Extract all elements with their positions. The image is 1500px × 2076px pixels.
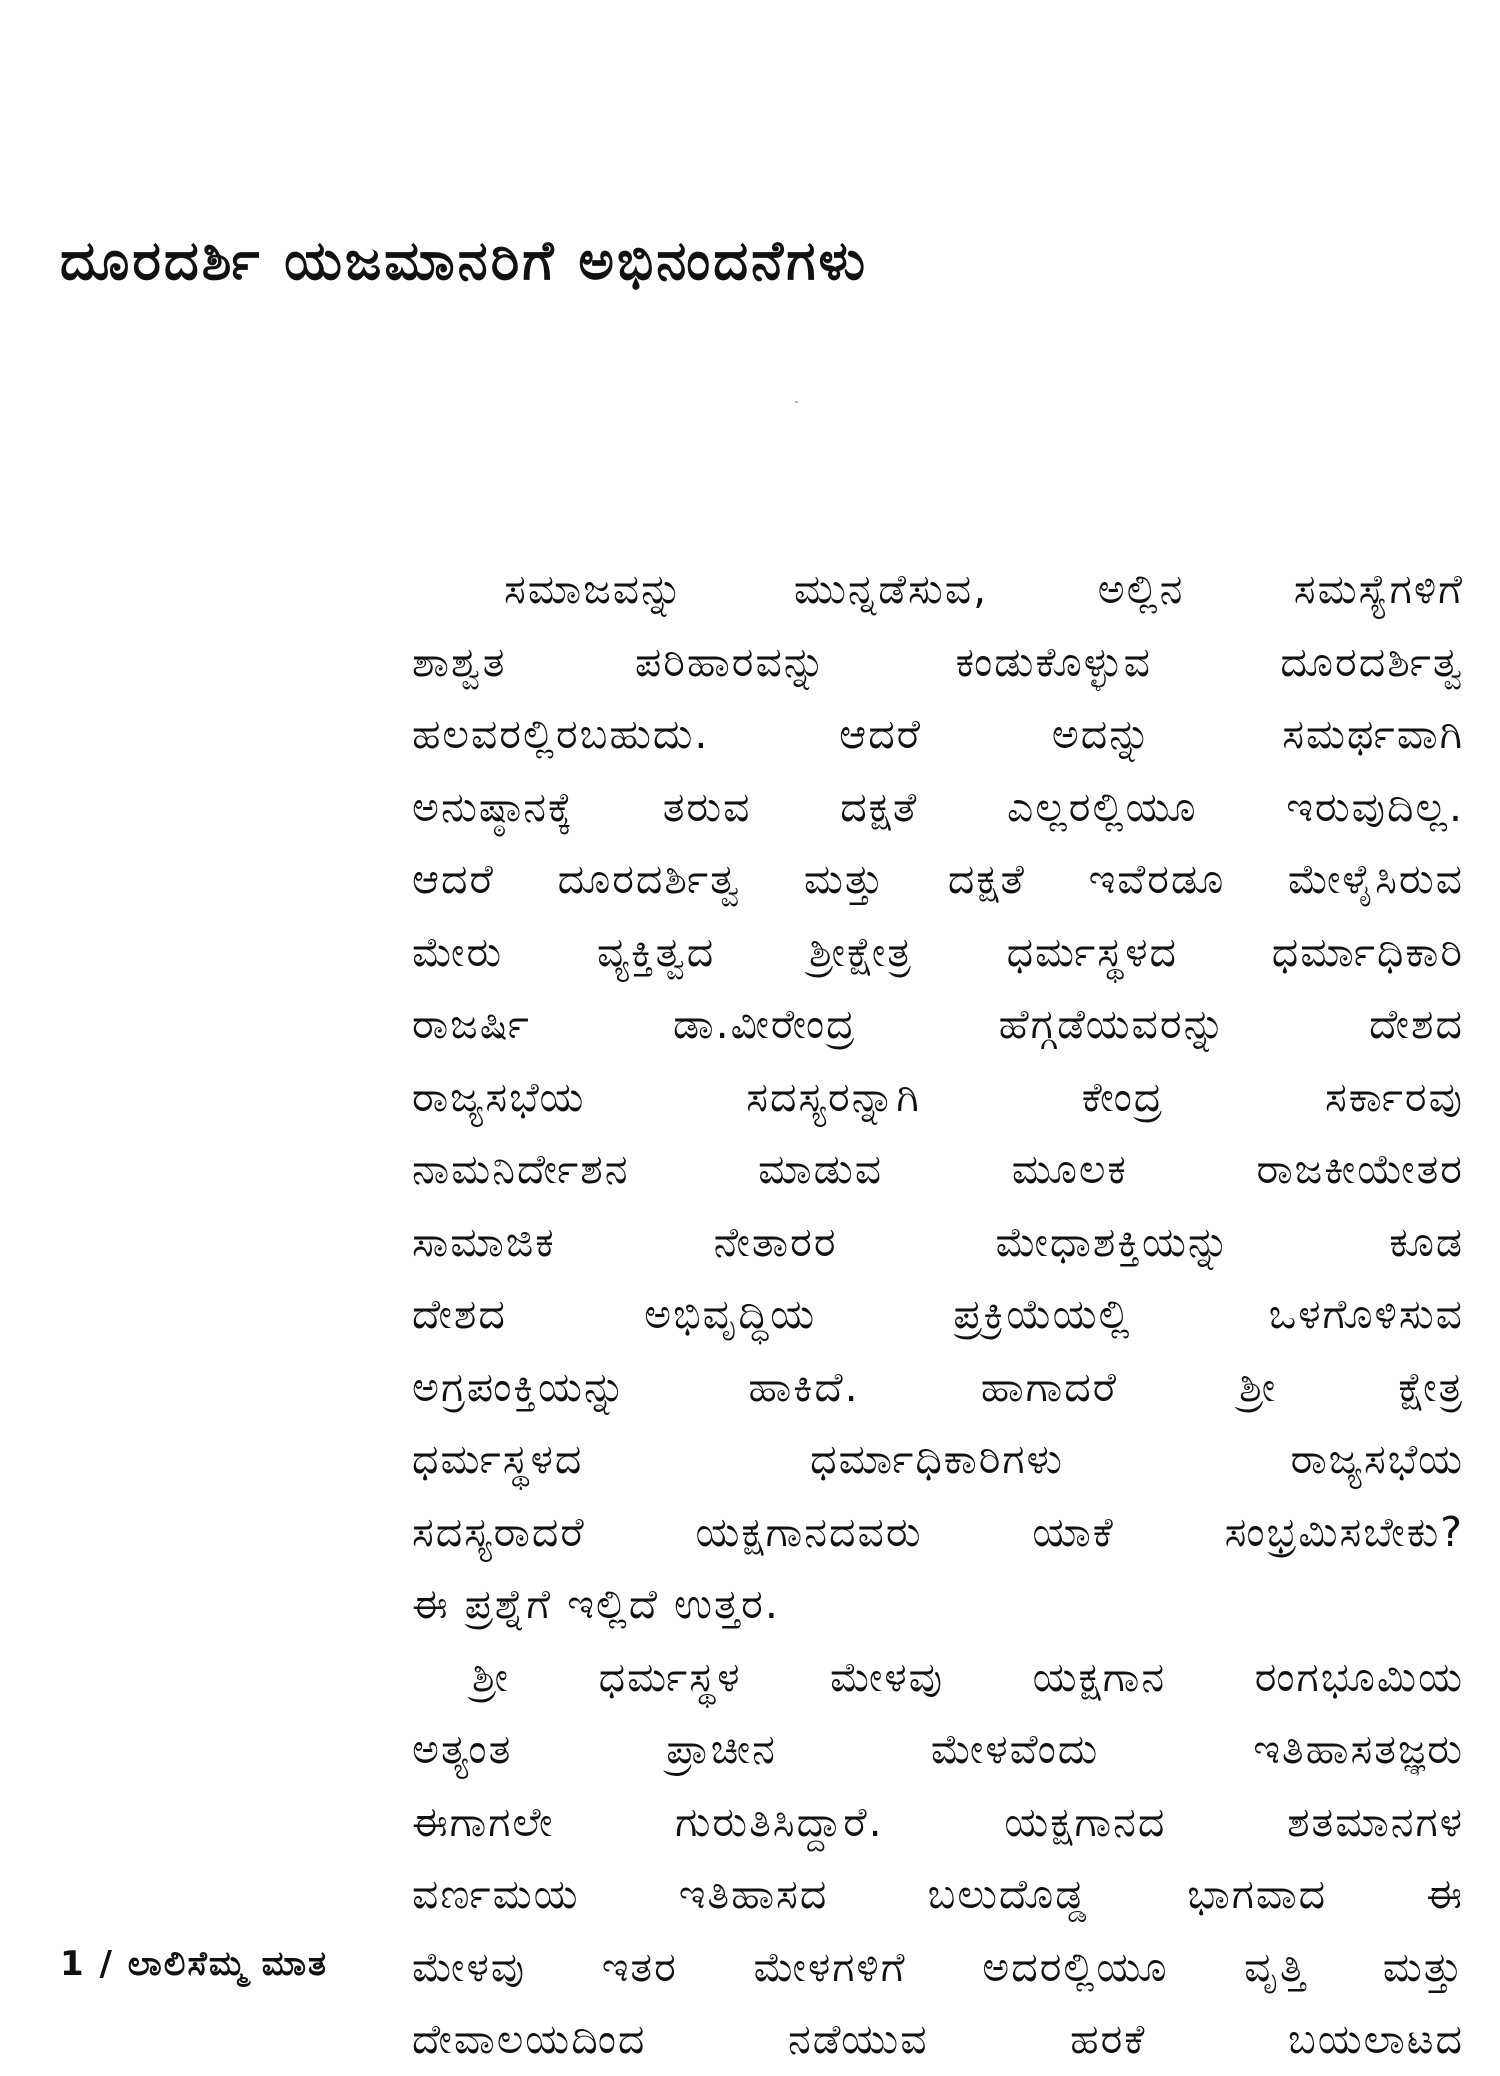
- body-line-1: ಸಮಾಜವನ್ನು ಮುನ್ನಡೆಸುವ, ಅಲ್ಲಿನ ಸಮಸ್ಯೆಗಳಿಗೆ: [504, 565, 1464, 613]
- body-line-6: ಮೇರು ವ್ಯಕ್ತಿತ್ವದ ಶ್ರೀಕ್ಷೇತ್ರ ಧರ್ಮಸ್ಥಳದ ಧರ್ಮಾಧಿಕಾರಿ: [412, 927, 1464, 976]
- body-line-4: ಅನುಷ್ಠಾನಕ್ಕೆ ತರುವ ದಕ್ಷತೆ ಎಲ್ಲರಲ್ಲಿಯೂ ಇರುವುದಿಲ್ಲ.: [412, 782, 1464, 831]
- body-line-5: ಆದರೆ ದೂರದರ್ಶಿತ್ವ ಮತ್ತು ದಕ್ಷತೆ ಇವೆರಡೂ ಮೇಳೈಸಿರುವ: [412, 855, 1464, 903]
- page-footer: 1 / ಲಾಲಿಸೆಮ್ಮ ಮಾತ: [60, 1944, 329, 1984]
- body-line-3: ಹಲವರಲ್ಲಿರಬಹುದು. ಆದರೆ ಅದನ್ನು ಸಮರ್ಥವಾಗಿ: [412, 710, 1464, 758]
- body-line-10: ಸಾಮಾಜಿಕ ನೇತಾರರ ಮೇಧಾಶಕ್ತಿಯನ್ನು ಕೂಡ: [412, 1217, 1464, 1266]
- body-line-18: ಈಗಾಗಲೇ ಗುರುತಿಸಿದ್ದಾರೆ. ಯಕ್ಷಗಾನದ ಶತಮಾನಗಳ: [412, 1797, 1464, 1846]
- scan-speck: [795, 401, 798, 403]
- body-line-20: ಮೇಳವು ಇತರ ಮೇಳಗಳಿಗೆ ಅದರಲ್ಲಿಯೂ ವೃತ್ತಿ ಮತ್ತು: [412, 1942, 1464, 1991]
- body-line-11: ದೇಶದ ಅಭಿವೃದ್ಧಿಯ ಪ್ರಕ್ರಿಯೆಯಲ್ಲಿ ಒಳಗೊಳಿಸುವ: [412, 1290, 1464, 1338]
- body-line-13: ಧರ್ಮಸ್ಥಳದ ಧರ್ಮಾಧಿಕಾರಿಗಳು ರಾಜ್ಯಸಭೆಯ: [412, 1435, 1464, 1483]
- body-line-15: ಈ ಪ್ರಶ್ನೆಗೆ ಇಲ್ಲಿದೆ ಉತ್ತರ.: [412, 1580, 780, 1628]
- body-line-2: ಶಾಶ್ವತ ಪರಿಹಾರವನ್ನು ಕಂಡುಕೊಳ್ಳುವ ದೂರದರ್ಶಿತ್ವ: [412, 637, 1464, 686]
- body-line-8: ರಾಜ್ಯಸಭೆಯ ಸದಸ್ಯರನ್ನಾಗಿ ಕೇಂದ್ರ ಸರ್ಕಾರವು: [412, 1072, 1464, 1121]
- body-line-21: ದೇವಾಲಯದಿಂದ ನಡೆಯುವ ಹರಕೆ ಬಯಲಾಟದ: [412, 2015, 1464, 2063]
- body-line-7: ರಾಜರ್ಷಿ ಡಾ.ವೀರೇಂದ್ರ ಹೆಗ್ಗಡೆಯವರನ್ನು ದೇಶದ: [412, 1000, 1464, 1048]
- body-line-16: ಶ್ರೀ ಧರ್ಮಸ್ಥಳ ಮೇಳವು ಯಕ್ಷಗಾನ ರಂಗಭೂಮಿಯ: [472, 1652, 1464, 1701]
- body-line-19: ವರ್ಣಮಯ ಇತಿಹಾಸದ ಬಲುದೊಡ್ಡ ಭಾಗವಾದ ಈ: [412, 1870, 1464, 1918]
- body-line-12: ಅಗ್ರಪಂಕ್ತಿಯನ್ನು ಹಾಕಿದೆ. ಹಾಗಾದರೆ ಶ್ರೀ ಕ್ಷೇತ್ರ: [412, 1362, 1464, 1411]
- body-line-17: ಅತ್ಯಂತ ಪ್ರಾಚೀನ ಮೇಳವೆಂದು ಇತಿಹಾಸತಜ್ಞರು: [412, 1725, 1464, 1773]
- body-line-14: ಸದಸ್ಯರಾದರೆ ಯಕ್ಷಗಾನದವರು ಯಾಕೆ ಸಂಭ್ರಮಿಸಬೇಕು?: [412, 1507, 1464, 1556]
- body-line-9: ನಾಮನಿರ್ದೇಶನ ಮಾಡುವ ಮೂಲಕ ರಾಜಕೀಯೇತರ: [412, 1145, 1464, 1193]
- article-body: [412, 553, 1464, 2076]
- article-title: ದೂರದರ್ಶಿ ಯಜಮಾನರಿಗೆ ಅಭಿನಂದನೆಗಳು: [60, 229, 868, 292]
